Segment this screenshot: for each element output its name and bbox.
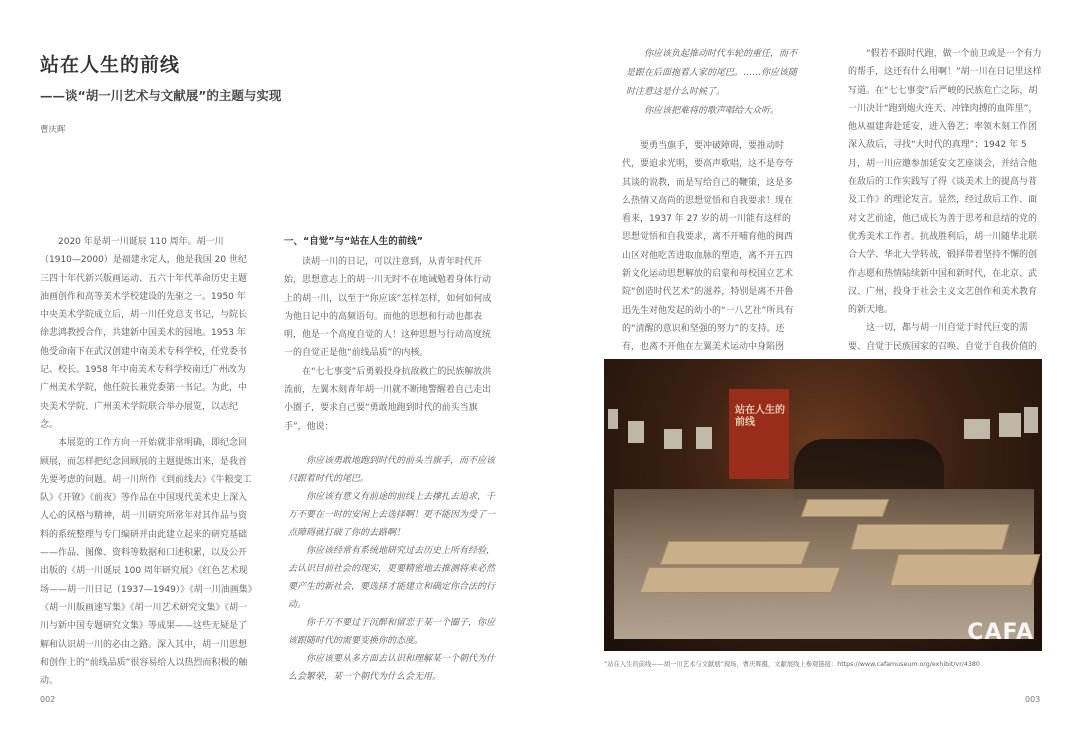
quote-paragraph: 你应该有意义有前途的前线上去撑扎去追求，千万不要在一时的安闲上去选择啊！更不能因为受了一点障碍就打破了你的去路啊！ — [288, 491, 496, 538]
photo-title-wall — [729, 389, 789, 479]
section-heading: 一、“自觉”与“站在人生的前线” — [284, 236, 423, 247]
column-1 — [40, 233, 254, 690]
paragraph: 这一切，都与胡一川自觉于时代巨变的需要、自觉于民族国家的召唤、自觉于自我价值的 — [848, 323, 1038, 352]
article-subtitle: ——谈“胡一川艺术与文献展”的主题与实现 — [40, 88, 282, 103]
exhibition-photo — [604, 359, 1042, 651]
photo-wall-panel — [664, 429, 682, 449]
article-author: 曹庆晖 — [40, 125, 66, 135]
paragraph: 读胡一川的日记，可以注意到，从青年时代开始，思想意志上的胡一川无时不在地诫勉着身体行动上的胡一川，以至于“你应该”怎样怎样，如何如何成为他日记中的高频语句。而他的思想和行动也都表明，他是一个高度自觉的人！这种思想与行动高度统一的自觉正是他“前线品质”的内核。 — [284, 257, 492, 359]
photo-document — [660, 541, 811, 565]
photo-wall-panel — [964, 419, 990, 439]
quote-paragraph: 你应该负起推动时代车轮的重任，而不是跟在后面拖着人家的尾巴。……你应该随时注意这是什么时候了。 — [626, 49, 798, 97]
photo-wall-text: 站在人生的前线 — [735, 405, 785, 428]
column-3 — [622, 45, 798, 393]
photo-wall-panel — [999, 413, 1021, 437]
paragraph: 2020 年是胡一川诞辰 110 周年。胡一川（1910—2000）是福建永定人，他是我国 20 世纪三四十年代新兴版画运动、五六十年代革命历史主题油画创作和高等美术学校建设的先驱之一。1950 年中央美术学院成立后，胡一川任党总支书记，与院长徐悲鸿教授合作，共建新中国美术的园地。1953 年他受命南下在武汉创建中南美术专科学校，任党委书记、校长。1958 年中南美术专科学校南迁广州改为广州美术学院，他任院长兼党委第一书记。为此，中央美术学院、广州美术学院联合举办展览，以志纪念。 — [40, 237, 248, 430]
photo-wall-panel — [608, 409, 618, 429]
quote-paragraph: 你千万不要过于沉醉和留恋于某一个圈子，你应该跟随时代的需要变换你的态度。 — [288, 617, 496, 646]
photo-caption: “站在人生的前线——胡一川艺术与文献展”现场，曹庆晖摄，文献展线上参观链接：https://www.cafamuseum.org/exhibit/vr/4380 — [604, 661, 980, 668]
paragraph: 本展览的工作方向一开始就非常明确，即纪念回顾展，而怎样把纪念回顾展的主题提炼出来，是我首先要考虑的问题。胡一川所作《到前线去》《牛粮变工队》《开镣》《前夜》等作品在中国现代美术史上深入人心的风格与精神，胡一川研究所常年对其作品与资料的系统整理与专门编研并由此建立起来的研究基础——作品、图像、资料等数据和口述积累，以及公开出版的《胡一川诞辰 100 周年研究展》《红色艺术现场——胡一川日记（1937—1949）》《胡一川油画集》《胡一川版画速写集》《胡一川艺术研究文集》《胡一川与新中国专题研究文集》等成果——这些无疑是了解和认识胡一川的必由之路。深入其中，胡一川思想和创作上的“前线品质”很容易给人以热烈而积极的触动。 — [40, 438, 253, 687]
column-2 — [284, 233, 498, 686]
article-title: 站在人生的前线 — [40, 54, 181, 76]
photo-document — [890, 554, 1041, 586]
paragraph: 在“七七事变”后勇毅投身抗敌救亡的民族解放洪流前，左翼木刻青年胡一川就不断地警醒着自己走出小圈子，要求自己要“勇敢地跑到时代的前头当旗手”，他说： — [284, 366, 492, 432]
quote-paragraph: 你应该要从多方面去认识和理解某一个朝代为什么会繁荣，某一个朝代为什么会无用。 — [288, 653, 496, 682]
page-number-left: 002 — [40, 695, 56, 704]
photo-wall-panel — [696, 427, 712, 449]
paragraph: “假若不跟时代跑，做一个前卫或是一个有力的帮手，这还有什么用啊！”胡一川在日记里这样写道。在“七七事变”后严峻的民族危亡之际，胡一川决计“跑到炮火连天、冲锋肉搏的血阵里”，他从福建奔赴延安，进入鲁艺；率领木刻工作团深入敌后，寻找“大时代的真理”；1942 年 5 月，胡一川应邀参加延安文艺座谈会，并结合他在敌后的工作实践写了得《谈美术上的提高与普及工作》的理论发言。显然，经过敌后工作、面对文艺前途，他已成长为善于思考和总结的党的优秀美术工作者。抗战胜利后，胡一川随华北联合大学、华北大学转战，锻择带着坚持不懈的创作志愿和热情陆续新中国和新时代，在北京、武汉、广州，投身于社会主义文艺创作和美术教育的新天地。 — [848, 49, 1042, 316]
page-number-right: 003 — [1025, 695, 1041, 704]
photo-wall-panel — [628, 421, 644, 443]
cafa-watermark-logo: CAFA — [967, 620, 1034, 645]
column-4 — [848, 45, 1042, 393]
photo-document — [801, 499, 890, 517]
paragraph: 要勇当旗手，要冲破障碍，要推动时代，要追求光明，要高声歌唱，这不是夸夸其谈的说教，而是写给自己的鞭策，这是多么热情又高尚的思想觉悟和自我要求！现在看来，1937 年 27 岁的胡一川能有这样的思想觉悟和自我要求，离不开哺育他的闽西山区对他吃苦进取血脉的塑造，离不开五四新文化运动思想解放的启蒙和母校国立艺术院“创造时代艺术”的滋养，特别是离不开鲁迅先生对他发起的幼小的“一八艺社”所具有的“清醒的意识和坚强的努力”的支持。还有，也离不开他在左翼美术运动中身陷囹 — [622, 141, 794, 353]
quote-paragraph: 你应该勇敢地跑到时代的前头当旗手，而不应该只跟着时代的尾巴。 — [288, 455, 496, 484]
photo-document — [639, 567, 840, 593]
quote-paragraph: 你应该经常有系统地研究过去历史上所有经验，去认识目前社会的现实，更要精密地去推测将来必然要产生的新社会，要选择才能建立和确定你合法的行动。 — [288, 545, 496, 610]
quote-paragraph: 你应该把难将的歌声唱给大众听。 — [644, 106, 780, 116]
photo-document — [851, 524, 1010, 550]
photo-wall-panel — [1024, 407, 1038, 433]
